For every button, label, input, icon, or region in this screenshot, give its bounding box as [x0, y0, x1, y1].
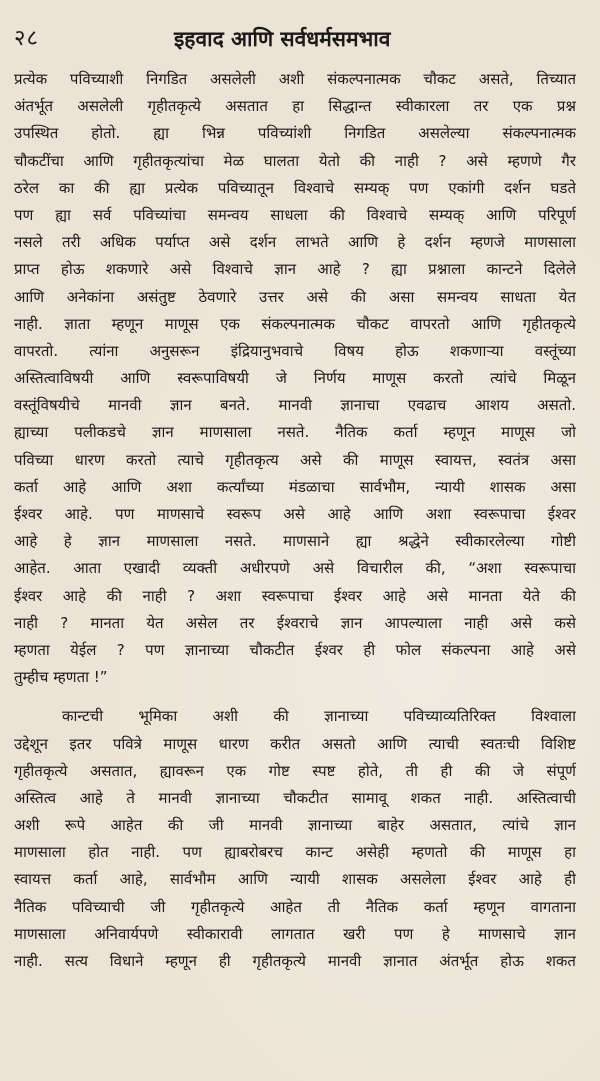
paragraph-spacer — [14, 691, 576, 703]
text-line: नाही. ज्ञाता म्हणून माणूस एक संकल्पनात्मक चौकट वापरतो आणि गृहीतकृत्ये — [14, 314, 576, 333]
text-line: आहे हे ज्ञान माणसाला नसते. माणसाने ह्या श्रद्धेने स्वीकारलेल्या गोष्टी — [14, 532, 576, 551]
text-line: ठरेल का की ह्या प्रत्येक पविच्यातून विश्वाचे सम्यक् पण एकांगी दर्शन घडते — [14, 178, 576, 197]
text-line: स्वायत्त कर्ता आहे, सार्वभौम आणि न्यायी शासक असलेला ईश्वर आहे ही — [14, 870, 576, 889]
body-text — [14, 66, 576, 975]
text-line: तुम्हीच म्हणता !” — [14, 668, 108, 687]
text-line: माणसाला होत नाही. पण ह्याबरोबरच कान्ट असेही म्हणतो की माणूस हा — [14, 843, 576, 862]
text-line: वस्तूंविषयीचे मानवी ज्ञान बनते. मानवी ज्ञानाचा एवढाच आशय असतो. — [14, 396, 576, 415]
text-line: प्राप्त होऊ शकणारे असे विश्वाचे ज्ञान आहे ? ह्या प्रश्नाला कान्टने दिलेले — [14, 260, 576, 279]
text-line: पविच्या धारण करतो त्याचे गृहीतकृत्य असे की माणूस स्वायत्त, स्वतंत्र असा — [14, 450, 576, 469]
text-line: म्हणता येईल ? पण ज्ञानाच्या चौकटीत ईश्वर ही फोल संकल्पना आहे असे — [14, 640, 576, 659]
text-line: वापरतो. त्यांना अनुसरून इंद्रियानुभवाचे विषय होऊ शकणाऱ्या वस्तूंच्या — [14, 341, 576, 360]
text-line: पण ह्या सर्व पविच्यांचा समन्वय साधला की विश्वाचे सम्यक् आणि परिपूर्ण — [14, 205, 576, 224]
text-line: आणि अनेकांना असंतुष्ट ठेवणारे उत्तर असे की असा समन्वय साधता येत — [14, 287, 576, 306]
text-line: उद्देशून इतर पवित्रे माणूस धारण करीत असतो आणि त्याची स्वतःची विशिष्ट — [14, 734, 576, 753]
text-line: ईश्वर आहे. पण माणसाचे स्वरूप असे आहे आणि अशा स्वरूपाचा ईश्वर — [14, 505, 576, 523]
page-number: २८ — [14, 26, 39, 51]
text-line: चौकटींचा आणि गृहीतकृत्यांचा मेळ घालता येतो की नाही ? असे म्हणणे गैर — [14, 151, 576, 170]
paragraph-1 — [14, 66, 576, 691]
text-line: प्रत्येक पविच्याशी निगडित असलेली अशी संकल्पनात्मक चौकट असते, तिच्यात — [14, 70, 576, 88]
text-line: नैतिक पविच्याची जी गृहीतकृत्ये आहेत ती नैतिक कर्ता म्हणून वागताना — [14, 897, 576, 916]
text-line: माणसाला अनिवार्यपणे स्वीकारावी लागतात खरी पण हे माणसाचे ज्ञान — [14, 924, 576, 943]
text-line: अस्तित्वाविषयी आणि स्वरूपाविषयी जे निर्णय माणूस करतो त्यांचे मिळून — [14, 369, 576, 388]
running-title: इहवाद आणि सर्वधर्मसमभाव — [174, 27, 391, 51]
text-line: अस्तित्व आहे ते मानवी ज्ञानाच्या चौकटीत सामावू शकत नाही. अस्तित्वाची — [14, 788, 576, 807]
text-line: ह्याच्या पलीकडचे ज्ञान माणसाला नसते. नैतिक कर्ता म्हणून माणूस जो — [14, 423, 576, 442]
text-line: आहेत. आता एखादी व्यक्ती अधीरपणे असे विचारील की, “अशा स्वरूपाचा — [14, 559, 576, 578]
text-line: उपस्थित होतो. ह्या भिन्न पविच्यांशी निगडित असलेल्या संकल्पनात्मक — [14, 124, 576, 143]
text-line: नाही. सत्य विधाने म्हणून ही गृहीतकृत्ये मानवी ज्ञानात अंतर्भूत होऊ शकत — [14, 952, 576, 970]
text-line: नसले तरी अधिक पर्याप्त असे दर्शन लाभते आणि हे दर्शन म्हणजे माणसाला — [14, 233, 576, 252]
page-header — [14, 22, 576, 66]
text-line: ईश्वर आहे की नाही ? अशा स्वरूपाचा ईश्वर आहे असे मानता येते की — [14, 586, 576, 605]
text-line: अंतर्भूत असलेली गृहीतकृत्ये असतात हा सिद्धान्त स्वीकारला तर एक प्रश्न — [14, 97, 576, 116]
paragraph-2 — [14, 703, 576, 975]
text-line: गृहीतकृत्ये असतात, ह्यावरून एक गोष्ट स्पष्ट होते, ती ही की जे संपूर्ण — [14, 761, 576, 780]
text-line: कान्टची भूमिका अशी की ज्ञानाच्या पविच्याव्यतिरिक्त विश्वाला — [62, 707, 576, 726]
text-line: अशी रूपे आहेत की जी मानवी ज्ञानाच्या बाहेर असतात, त्यांचे ज्ञान — [14, 816, 576, 835]
text-line: कर्ता आहे आणि अशा कर्त्यांच्या मंडळाचा सार्वभौम, न्यायी शासक असा — [14, 477, 576, 496]
text-line: नाही ? मानता येत असेल तर ईश्वराचे ज्ञान आपल्याला नाही असे कसे — [14, 613, 576, 632]
